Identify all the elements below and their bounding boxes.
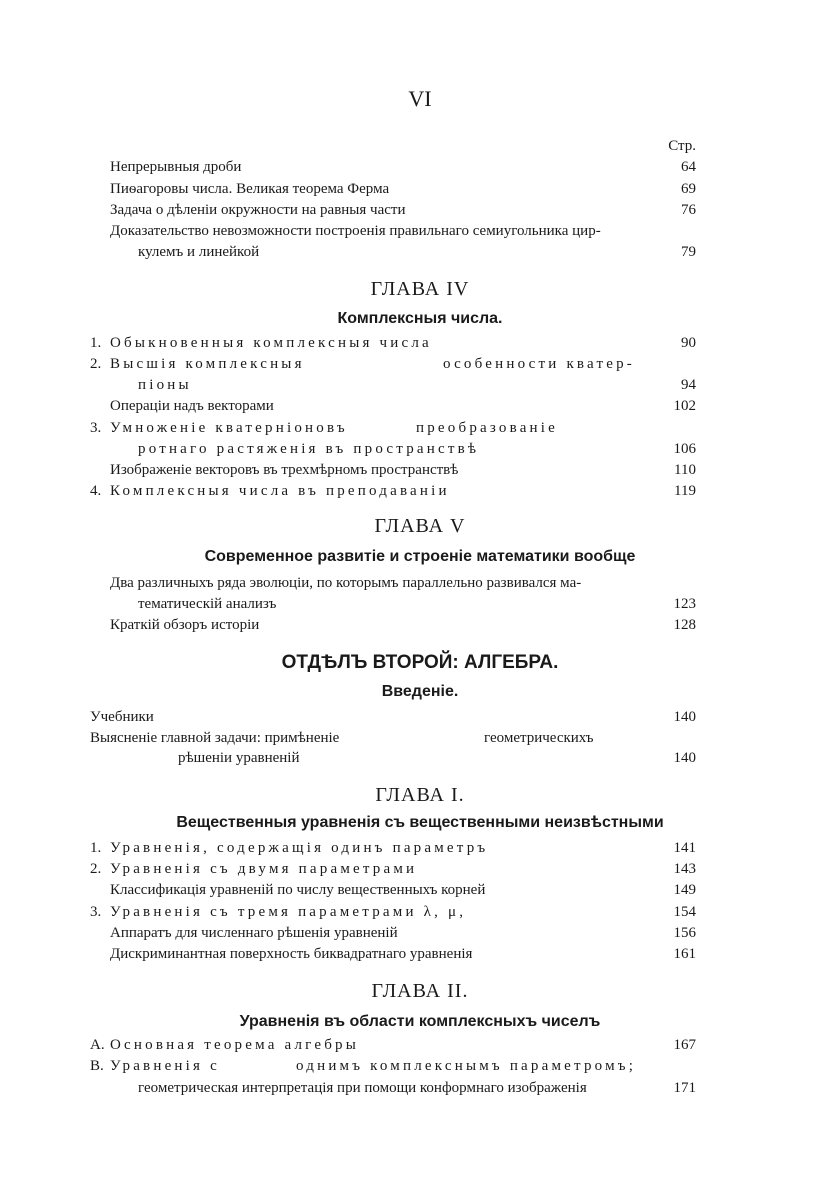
chapter-label: ГЛАВА I. (375, 784, 465, 806)
chapter-title: Вещественныя уравненія съ вещественными неизвѣстными (176, 814, 664, 831)
toc-entry-page: 119 (674, 483, 696, 499)
toc-entry-text: особенности кватер- (443, 356, 635, 372)
toc-entry-text: Основная теорема алгебры (110, 1037, 359, 1053)
toc-entry-text: Выясненіе главной задачи: примѣненіе (90, 730, 340, 746)
chapter-title: Уравненія въ области комплексныхъ чиселъ (239, 1013, 601, 1030)
toc-entry-text-cont: ротнаго растяженія въ пространствѣ (138, 441, 480, 457)
toc-entry-text: однимъ комплекснымъ параметромъ; (296, 1058, 637, 1074)
page-column-header: Стр. (668, 138, 696, 154)
toc-entry-text: Комплексныя числа въ преподаваніи (110, 483, 450, 499)
toc-entry-number: 2. (90, 861, 102, 877)
toc-entry-text: Операціи надъ векторами (110, 398, 274, 414)
toc-entry-text: Уравненія съ двумя параметрами (110, 861, 418, 877)
toc-entry-text: Уравненія с (110, 1058, 220, 1074)
part-title: ОТДѢЛЪ ВТОРОЙ: АЛГЕБРА. (281, 652, 559, 673)
toc-entry-page: 64 (681, 159, 696, 175)
chapter-label: ГЛАВА II. (371, 980, 469, 1002)
page-number: VI (408, 86, 432, 111)
toc-entry-text-cont: піоны (138, 377, 192, 393)
chapter-label: ГЛАВА IV (370, 278, 470, 300)
chapter-label: ГЛАВА V (374, 515, 466, 537)
toc-entry-number: 1. (90, 840, 102, 856)
toc-entry-text: Обыкновенныя комплексныя числа (110, 335, 432, 351)
toc-entry-text: преобразованіе (416, 420, 559, 436)
toc-entry-page: 110 (674, 462, 696, 478)
toc-entry-text: геометрическихъ (484, 730, 594, 746)
toc-entry-text: Изображеніе векторовъ въ трехмѣрномъ пространствѣ (110, 462, 459, 478)
toc-entry-text: Два различныхъ ряда эволюціи, по которымъ параллельно развивался ма- (110, 575, 582, 591)
toc-entry-page: 123 (673, 596, 696, 612)
toc-entry-page: 167 (673, 1037, 696, 1053)
toc-entry-text-cont: тематическій анализъ (138, 596, 277, 612)
toc-entry-text-cont: рѣшеніи уравненій (178, 750, 300, 766)
toc-entry-number: 3. (90, 420, 102, 436)
section-title: Введеніе. (381, 683, 459, 700)
toc-entry-number: 1. (90, 335, 102, 351)
toc-entry-page: 141 (673, 840, 696, 856)
toc-entry-page: 128 (673, 617, 696, 633)
toc-entry-text: Высшія комплексныя (110, 356, 305, 372)
toc-entry-text: Уравненія съ тремя параметрами λ, μ, (110, 904, 467, 920)
toc-entry-page: 106 (673, 441, 696, 457)
toc-entry-text: Учебники (90, 709, 154, 725)
toc-entry-page: 69 (681, 181, 696, 197)
toc-entry-page: 76 (681, 202, 696, 218)
toc-entry-page: 156 (673, 925, 696, 941)
chapter-title: Современное развитіе и строеніе математики вообще (204, 548, 636, 565)
toc-entry-text: Умноженіе кватерніоновъ (110, 420, 348, 436)
toc-entry-text-cont: геометрическая интерпретація при помощи конформнаго изображенія (138, 1080, 587, 1096)
toc-entry-page: 94 (681, 377, 696, 393)
toc-entry-number: 2. (90, 356, 102, 372)
toc-entry-page: 154 (673, 904, 696, 920)
toc-entry-page: 90 (681, 335, 696, 351)
toc-entry-page: 161 (673, 946, 696, 962)
toc-entry-number: 3. (90, 904, 102, 920)
toc-entry-text: Доказательство невозможности построенія правильнаго семиугольника цир- (110, 223, 601, 239)
toc-entry-page: 79 (681, 244, 696, 260)
toc-entry-text: Классификація уравненій по числу вещественныхъ корней (110, 882, 486, 898)
toc-entry-text-cont: кулемъ и линейкой (138, 244, 260, 260)
toc-entry-number: 4. (90, 483, 102, 499)
toc-entry-page: 102 (673, 398, 696, 414)
toc-entry-number: A. (90, 1037, 105, 1053)
toc-entry-page: 171 (673, 1080, 696, 1096)
toc-entry-text: Пиѳагоровы числа. Великая теорема Ферма (110, 181, 390, 197)
toc-entry-page: 143 (673, 861, 696, 877)
toc-entry-page: 149 (673, 882, 696, 898)
toc-entry-text: Краткій обзоръ исторіи (110, 617, 260, 633)
toc-entry-number: B. (90, 1058, 104, 1074)
toc-entry-text: Аппаратъ для численнаго рѣшенія уравненій (110, 925, 398, 941)
toc-entry-text: Задача о дѣленіи окружности на равныя части (110, 202, 406, 218)
toc-entry-page: 140 (673, 750, 696, 766)
toc-entry-text: Непрерывныя дроби (110, 159, 242, 175)
toc-entry-page: 140 (673, 709, 696, 725)
toc-entry-text: Дискриминантная поверхность биквадратнаго уравненія (110, 946, 473, 962)
toc-entry-text: Уравненія, содержащія одинъ параметръ (110, 840, 489, 856)
chapter-title: Комплексныя числа. (337, 310, 503, 327)
